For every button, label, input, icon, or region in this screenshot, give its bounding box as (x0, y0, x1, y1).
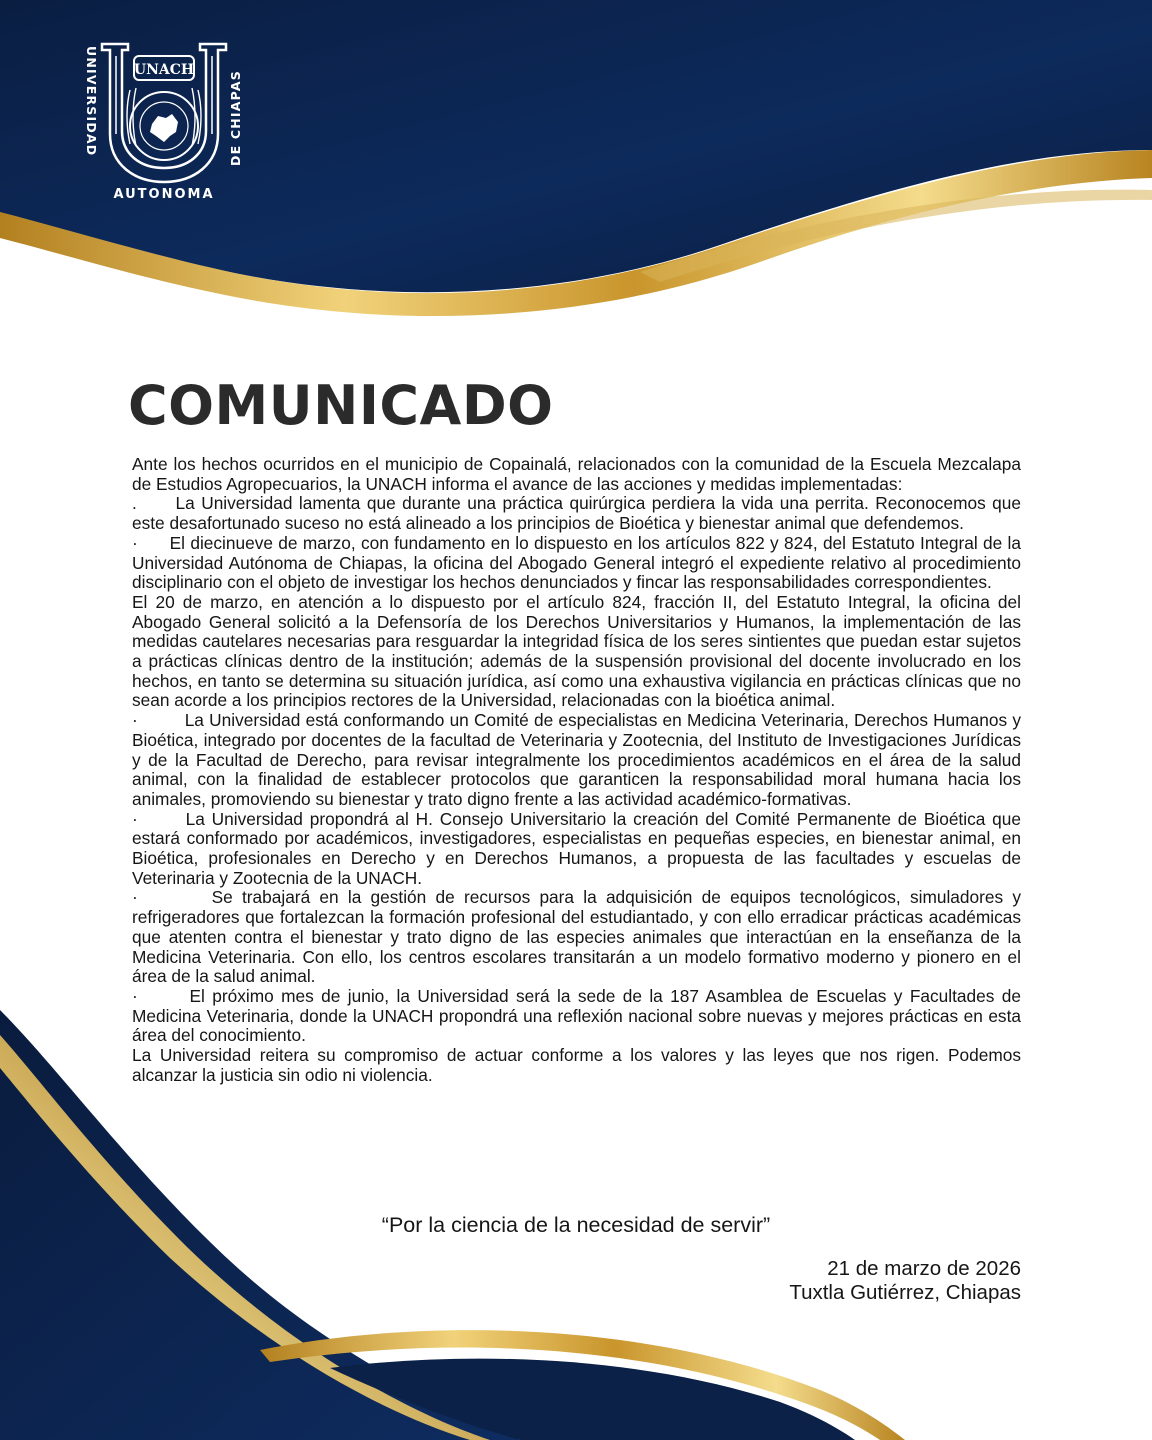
crest-text-bottom: AUTONOMA (113, 187, 215, 202)
paragraph: · El diecinueve de marzo, con fundamento en lo dispuesto en los artículos 822 y 824, del Estatuto Integral de la Universidad Autónoma de Chiapas, la oficina del Abogado General integró el expediente relativo al procedimiento disciplinario con el objeto de investigar los hechos denunciados y fincar las responsabilidades correspondientes. (132, 532, 1026, 593)
paragraph: . La Universidad lamenta que durante una práctica quirúrgica perdiera la vida una perrita. Reconocemos que este desafortunado suceso no está alineado a los principios de Bioética y bienestar animal que defendemos. (132, 493, 1026, 534)
document-date: 21 de marzo de 2026 (827, 1257, 1021, 1280)
document-title: COMUNICADO (128, 374, 554, 437)
paragraph: Ante los hechos ocurridos en el municipio de Copainalá, relacionados con la comunidad de la Escuela Mezcalapa de Estudios Agropecuarios, la UNACH informa el avance de las acciones y medidas implementadas: (132, 454, 1026, 494)
date-place-block (789, 1257, 1021, 1305)
unach-crest-icon (72, 36, 256, 206)
paragraph: · El próximo mes de junio, la Universidad será la sede de la 187 Asamblea de Escuelas y Facultades de Medicina Veterinaria, donde la UNACH propondrá una reflexión nacional sobre nuevas y mejores prácticas en esta área del conocimiento. (132, 985, 1026, 1046)
paragraph: · Se trabajará en la gestión de recursos para la adquisición de equipos tecnológicos, simuladores y refrigeradores que fortalezcan la formación profesional del estudiantado, y con ello erradicar prácticas académicas que atenten contra el bienestar y trato digno de las especies animales que interactúan en la enseñanza de la Medicina Veterinaria. Con ello, los centros escolares transitarán a un modelo formativo moderno y pionero en el área de la salud animal. (132, 887, 1026, 987)
document-place: Tuxtla Gutiérrez, Chiapas (789, 1281, 1021, 1304)
paragraph: La Universidad reitera su compromiso de actuar conforme a los valores y las leyes que nos rigen. Podemos alcanzar la justicia sin odio ni violencia. (132, 1045, 1026, 1085)
document-body (132, 454, 1026, 1086)
crest-shield-text: UNACH (133, 62, 195, 78)
unach-logo (72, 36, 256, 206)
paragraph: El 20 de marzo, en atención a lo dispuesto por el artículo 824, fracción II, del Estatuto Integral, la oficina del Abogado General solicitó a la Defensoría de los Derechos Universitarios y Humanos, la implementación de las medidas cautelares necesarias para resguardar la integridad física de los seres sintientes que puedan estar sujetos a prácticas clínicas dentro de la institución; además de la suspensión provisional del docente involucrado en los hechos, en tanto se determina su situación jurídica, así como una exhaustiva vigilancia en prácticas clínicas que no sean acorde a los principios rectores de la Universidad, relacionadas con la bioética animal. (132, 591, 1026, 711)
paragraph: · La Universidad está conformando un Comité de especialistas en Medicina Veterinaria, Derechos Humanos y Bioética, integrado por docentes de la facultad de Veterinaria y Zootecnia, del Instituto de Investigaciones Jurídicas y de la Facultad de Derecho, para revisar integralmente los procedimientos académicos en el área de la salud animal, con la finalidad de establecer protocolos que garanticen la responsabilidad moral humana hacia los animales, promoviendo su bienestar y trato digno frente a las actividad académico-formativas. (132, 710, 1026, 809)
motto: “Por la ciencia de la necesidad de servir” (381, 1213, 771, 1237)
crest-text-left: UNIVERSIDAD (84, 46, 99, 157)
crest-text-right: DE CHIAPAS (228, 70, 243, 166)
paragraph: · La Universidad propondrá al H. Consejo Universitario la creación del Comité Permanente de Bioética que estará conformado por académicos, investigadores, especialistas en pequeñas especies, en bienestar animal, en Bioética, profesionales en Derecho y en Derechos Humanos, a propuesta de las facultades y escuelas de Veterinaria y Zootecnia de la UNACH. (132, 808, 1026, 888)
